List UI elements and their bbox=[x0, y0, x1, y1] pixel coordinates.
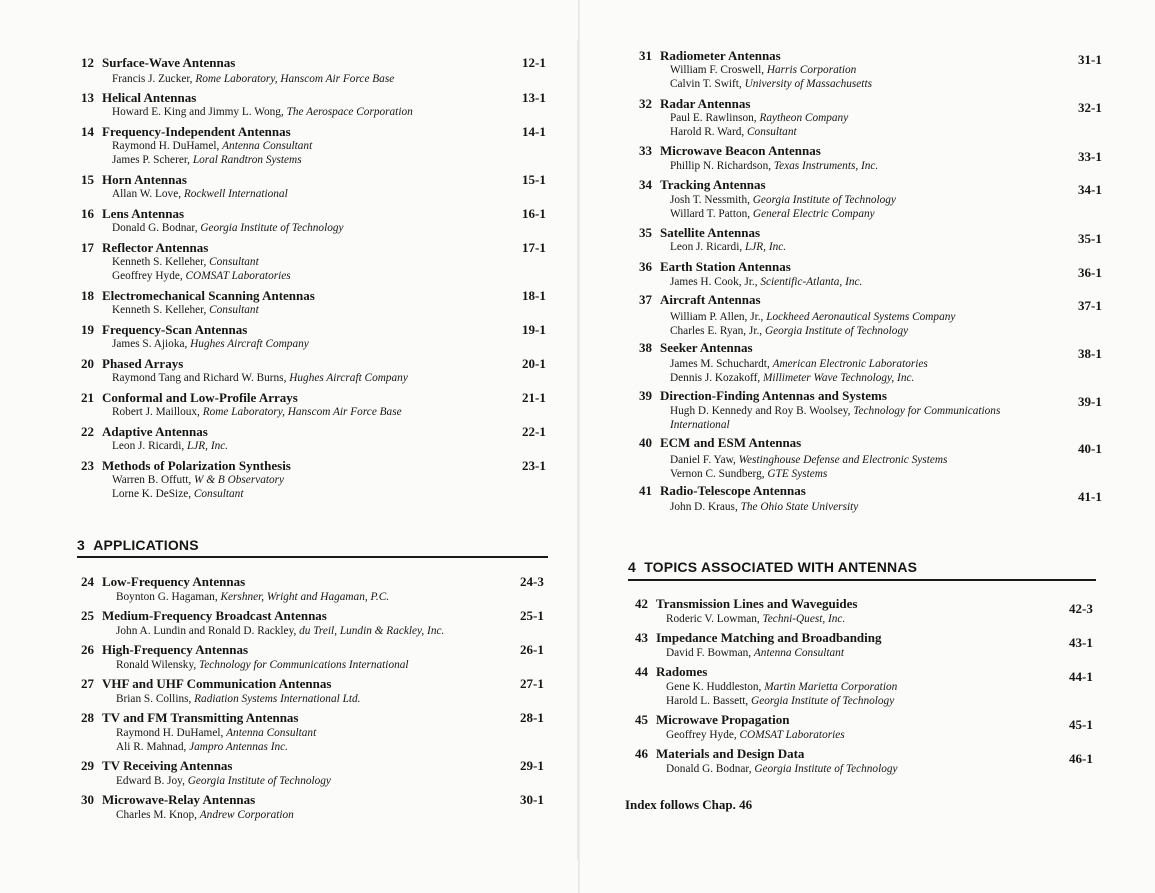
page-ref: 15-1 bbox=[522, 172, 546, 187]
author-line: Robert J. Mailloux, Rome Laboratory, Hanscom Air Force Base bbox=[112, 406, 402, 418]
author-line: Calvin T. Swift, University of Massachusetts bbox=[670, 78, 872, 90]
author-line: Daniel F. Yaw, Westinghouse Defense and Electronic Systems bbox=[670, 454, 948, 466]
chapter-title: Microwave Propagation bbox=[656, 712, 790, 727]
author-line: James S. Ajioka, Hughes Aircraft Company bbox=[112, 338, 309, 350]
author-line: Geoffrey Hyde, COMSAT Laboratories bbox=[112, 270, 291, 282]
chapter-title: Electromechanical Scanning Antennas bbox=[102, 288, 315, 303]
chapter-title: Methods of Polarization Synthesis bbox=[102, 458, 291, 473]
chapter-title: Low-Frequency Antennas bbox=[102, 574, 246, 589]
chapter-title: Impedance Matching and Broadbanding bbox=[656, 630, 882, 645]
chapter-title: Radomes bbox=[656, 664, 708, 679]
page-ref: 36-1 bbox=[1078, 265, 1102, 280]
section-rule bbox=[77, 556, 548, 558]
author-line: Howard E. King and Jimmy L. Wong, The Aerospace Corporation bbox=[112, 106, 413, 118]
page-ref: 27-1 bbox=[520, 676, 544, 691]
chapter-number: 12 bbox=[81, 55, 94, 70]
chapter-number: 45 bbox=[635, 712, 648, 727]
page-ref: 33-1 bbox=[1078, 149, 1102, 164]
page-ref: 39-1 bbox=[1078, 394, 1102, 409]
chapter-number: 16 bbox=[81, 206, 94, 221]
author-line: Kenneth S. Kelleher, Consultant bbox=[112, 256, 259, 268]
chapter-number: 32 bbox=[639, 96, 652, 111]
author-line: Harold R. Ward, Consultant bbox=[670, 126, 797, 138]
author-line: Donald G. Bodnar, Georgia Institute of Technology bbox=[112, 222, 344, 234]
author-line: John A. Lundin and Ronald D. Rackley, du Treil, Lundin & Rackley, Inc. bbox=[116, 625, 445, 637]
chapter-title: Microwave-Relay Antennas bbox=[102, 792, 256, 807]
author-line: Leon J. Ricardi, LJR, Inc. bbox=[670, 241, 787, 253]
chapter-title: TV Receiving Antennas bbox=[102, 758, 233, 773]
author-line: Hugh D. Kennedy and Roy B. Woolsey, Technology for Communications bbox=[670, 405, 1001, 417]
author-line: Willard T. Patton, General Electric Company bbox=[670, 208, 875, 220]
chapter-title: Frequency-Scan Antennas bbox=[102, 322, 248, 337]
chapter-title: Radar Antennas bbox=[660, 96, 751, 111]
chapter-number: 26 bbox=[81, 642, 94, 657]
author-line: William F. Croswell, Harris Corporation bbox=[670, 64, 857, 76]
page-ref: 28-1 bbox=[520, 710, 544, 725]
author-line: International bbox=[670, 419, 730, 431]
page-ref: 18-1 bbox=[522, 288, 546, 303]
chapter-number: 21 bbox=[81, 390, 94, 405]
chapter-title: VHF and UHF Communication Antennas bbox=[102, 676, 332, 691]
page-ref: 38-1 bbox=[1078, 346, 1102, 361]
author-line: Raymond H. DuHamel, Antenna Consultant bbox=[112, 140, 313, 152]
chapter-title: Seeker Antennas bbox=[660, 340, 753, 355]
chapter-title: Aircraft Antennas bbox=[660, 292, 761, 307]
chapter-number: 34 bbox=[639, 177, 652, 192]
chapter-number: 14 bbox=[81, 124, 94, 139]
page-ref: 20-1 bbox=[522, 356, 546, 371]
page-ref: 44-1 bbox=[1069, 669, 1093, 684]
chapter-number: 15 bbox=[81, 172, 94, 187]
page-ref: 16-1 bbox=[522, 206, 546, 221]
chapter-title: High-Frequency Antennas bbox=[102, 642, 249, 657]
chapter-number: 27 bbox=[81, 676, 94, 691]
author-line: William P. Allen, Jr., Lockheed Aeronautical Systems Company bbox=[670, 311, 956, 323]
chapter-title: ECM and ESM Antennas bbox=[660, 435, 802, 450]
page-ref: 45-1 bbox=[1069, 717, 1093, 732]
section-heading: 4 TOPICS ASSOCIATED WITH ANTENNAS bbox=[628, 559, 918, 575]
chapter-title: Tracking Antennas bbox=[660, 177, 766, 192]
chapter-title: Frequency-Independent Antennas bbox=[102, 124, 291, 139]
page-ref: 25-1 bbox=[520, 608, 544, 623]
chapter-number: 30 bbox=[81, 792, 94, 807]
author-line: Brian S. Collins, Radiation Systems International Ltd. bbox=[116, 693, 361, 705]
author-line: James M. Schuchardt, American Electronic Laboratories bbox=[670, 358, 928, 370]
chapter-number: 18 bbox=[81, 288, 94, 303]
chapter-number: 28 bbox=[81, 710, 94, 725]
author-line: James H. Cook, Jr., Scientific-Atlanta, Inc. bbox=[670, 276, 863, 288]
page-ref: 32-1 bbox=[1078, 100, 1102, 115]
page-ref: 22-1 bbox=[522, 424, 546, 439]
page-ref: 41-1 bbox=[1078, 489, 1102, 504]
chapter-number: 42 bbox=[635, 596, 648, 611]
author-line: Gene K. Huddleston, Martin Marietta Corporation bbox=[666, 681, 898, 693]
author-line: Vernon C. Sundberg, GTE Systems bbox=[670, 468, 828, 480]
page-ref: 30-1 bbox=[520, 792, 544, 807]
author-line: Roderic V. Lowman, Techni-Quest, Inc. bbox=[666, 613, 846, 625]
chapter-number: 35 bbox=[639, 225, 652, 240]
chapter-title: Earth Station Antennas bbox=[660, 259, 791, 274]
chapter-title: Radiometer Antennas bbox=[660, 48, 781, 63]
chapter-number: 37 bbox=[639, 292, 652, 307]
chapter-title: Direction-Finding Antennas and Systems bbox=[660, 388, 887, 403]
page-ref: 40-1 bbox=[1078, 441, 1102, 456]
chapter-number: 44 bbox=[635, 664, 648, 679]
index-note: Index follows Chap. 46 bbox=[625, 797, 753, 812]
author-line: Allan W. Love, Rockwell International bbox=[112, 188, 288, 200]
chapter-number: 36 bbox=[639, 259, 652, 274]
page-ref: 14-1 bbox=[522, 124, 546, 139]
page-ref: 21-1 bbox=[522, 390, 546, 405]
chapter-number: 20 bbox=[81, 356, 94, 371]
author-line: John D. Kraus, The Ohio State University bbox=[670, 501, 859, 513]
author-line: Lorne K. DeSize, Consultant bbox=[112, 488, 244, 500]
chapter-title: Surface-Wave Antennas bbox=[102, 55, 236, 70]
chapter-number: 13 bbox=[81, 90, 94, 105]
chapter-number: 31 bbox=[639, 48, 652, 63]
chapter-number: 46 bbox=[635, 746, 648, 761]
author-line: Harold L. Bassett, Georgia Institute of Technology bbox=[666, 695, 895, 707]
author-line: Paul E. Rawlinson, Raytheon Company bbox=[670, 112, 849, 124]
chapter-title: Helical Antennas bbox=[102, 90, 197, 105]
author-line: Donald G. Bodnar, Georgia Institute of Technology bbox=[666, 763, 898, 775]
chapter-title: Medium-Frequency Broadcast Antennas bbox=[102, 608, 327, 623]
chapter-number: 17 bbox=[81, 240, 94, 255]
page-ref: 34-1 bbox=[1078, 182, 1102, 197]
page-ref: 23-1 bbox=[522, 458, 546, 473]
chapter-number: 25 bbox=[81, 608, 94, 623]
chapter-title: Microwave Beacon Antennas bbox=[660, 143, 821, 158]
page-ref: 46-1 bbox=[1069, 751, 1093, 766]
author-line: James P. Scherer, Loral Randtron Systems bbox=[112, 154, 302, 166]
chapter-title: Horn Antennas bbox=[102, 172, 187, 187]
chapter-number: 43 bbox=[635, 630, 648, 645]
page-ref: 19-1 bbox=[522, 322, 546, 337]
author-line: Edward B. Joy, Georgia Institute of Technology bbox=[116, 775, 331, 787]
chapter-number: 38 bbox=[639, 340, 652, 355]
author-line: Raymond H. DuHamel, Antenna Consultant bbox=[116, 727, 317, 739]
chapter-number: 29 bbox=[81, 758, 94, 773]
chapter-number: 41 bbox=[639, 483, 652, 498]
page-ref: 17-1 bbox=[522, 240, 546, 255]
page-ref: 26-1 bbox=[520, 642, 544, 657]
page-ref: 43-1 bbox=[1069, 635, 1093, 650]
chapter-title: Transmission Lines and Waveguides bbox=[656, 596, 858, 611]
chapter-number: 23 bbox=[81, 458, 94, 473]
author-line: Warren B. Offutt, W & B Observatory bbox=[112, 474, 285, 486]
page-ref: 31-1 bbox=[1078, 52, 1102, 67]
chapter-title: Adaptive Antennas bbox=[102, 424, 208, 439]
page-ref: 35-1 bbox=[1078, 231, 1102, 246]
chapter-title: TV and FM Transmitting Antennas bbox=[102, 710, 299, 725]
page-ref: 37-1 bbox=[1078, 298, 1102, 313]
author-line: Francis J. Zucker, Rome Laboratory, Hanscom Air Force Base bbox=[112, 73, 395, 85]
chapter-number: 24 bbox=[81, 574, 94, 589]
chapter-title: Phased Arrays bbox=[102, 356, 184, 371]
author-line: David F. Bowman, Antenna Consultant bbox=[666, 647, 844, 659]
author-line: Ronald Wilensky, Technology for Communications International bbox=[116, 659, 409, 671]
chapter-title: Radio-Telescope Antennas bbox=[660, 483, 806, 498]
chapter-number: 19 bbox=[81, 322, 94, 337]
section-rule bbox=[628, 579, 1096, 581]
chapter-title: Conformal and Low-Profile Arrays bbox=[102, 390, 298, 405]
page-ref: 24-3 bbox=[520, 574, 544, 589]
right-page bbox=[580, 0, 1155, 893]
author-line: Ali R. Mahnad, Jampro Antennas Inc. bbox=[116, 741, 288, 753]
chapter-number: 22 bbox=[81, 424, 94, 439]
author-line: Dennis J. Kozakoff, Millimeter Wave Technology, Inc. bbox=[670, 372, 915, 384]
chapter-number: 39 bbox=[639, 388, 652, 403]
page-ref: 13-1 bbox=[522, 90, 546, 105]
author-line: Charles E. Ryan, Jr., Georgia Institute of Technology bbox=[670, 325, 909, 337]
chapter-number: 40 bbox=[639, 435, 652, 450]
page-ref: 12-1 bbox=[522, 55, 546, 70]
author-line: Phillip N. Richardson, Texas Instruments, Inc. bbox=[670, 160, 879, 172]
author-line: Leon J. Ricardi, LJR, Inc. bbox=[112, 440, 229, 452]
author-line: Kenneth S. Kelleher, Consultant bbox=[112, 304, 259, 316]
author-line: Raymond Tang and Richard W. Burns, Hughes Aircraft Company bbox=[112, 372, 408, 384]
chapter-title: Materials and Design Data bbox=[656, 746, 805, 761]
chapter-title: Reflector Antennas bbox=[102, 240, 209, 255]
chapter-title: Lens Antennas bbox=[102, 206, 184, 221]
section-heading: 3 APPLICATIONS bbox=[77, 537, 199, 553]
chapter-number: 33 bbox=[639, 143, 652, 158]
author-line: Josh T. Nessmith, Georgia Institute of Technology bbox=[670, 194, 896, 206]
author-line: Boynton G. Hagaman, Kershner, Wright and Hagaman, P.C. bbox=[116, 591, 390, 603]
page-ref: 42-3 bbox=[1069, 601, 1093, 616]
author-line: Geoffrey Hyde, COMSAT Laboratories bbox=[666, 729, 845, 741]
chapter-title: Satellite Antennas bbox=[660, 225, 761, 240]
page-ref: 29-1 bbox=[520, 758, 544, 773]
author-line: Charles M. Knop, Andrew Corporation bbox=[116, 809, 294, 821]
